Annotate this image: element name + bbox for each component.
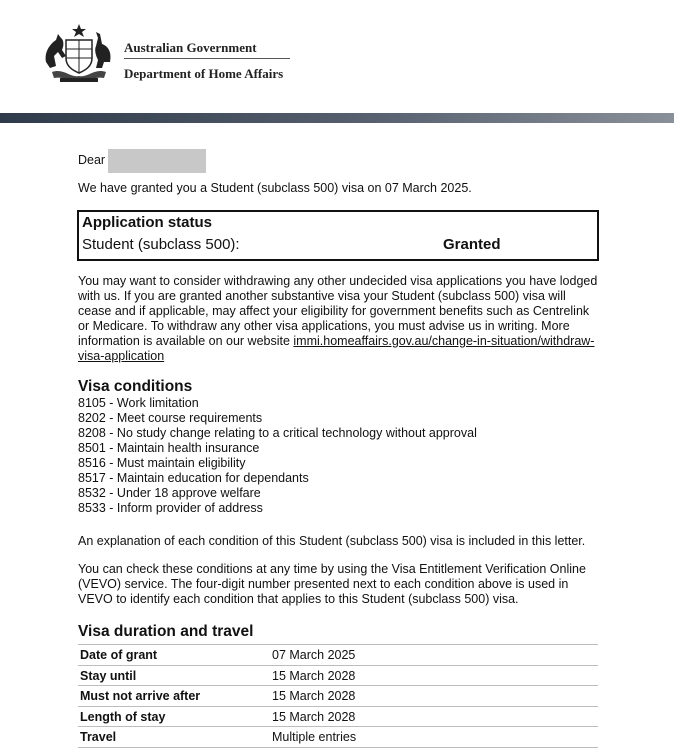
table-row [78, 727, 598, 748]
condition-item: 8208 - No study change relating to a critical technology without approval [78, 426, 477, 440]
government-name: Australian Government [124, 40, 257, 55]
table-row [78, 686, 598, 707]
row-label: Stay until [80, 668, 137, 683]
vevo-paragraph: You can check these conditions at any time by using the Visa Entitlement Verification Online (VEVO) service. The four-digit number presented next to each condition above is used in VEVO to identify each condition that applies to this Student (subclass 500) visa. [78, 562, 586, 606]
condition-item: 8533 - Inform provider of address [78, 501, 263, 515]
status-label: Student (subclass 500): [82, 236, 240, 253]
condition-item: 8516 - Must maintain eligibility [78, 456, 246, 470]
table-row [78, 707, 598, 728]
coat-of-arms-icon [40, 22, 118, 84]
row-label: Length of stay [80, 709, 166, 724]
application-status-box [77, 210, 599, 261]
condition-item: 8532 - Under 18 approve welfare [78, 486, 261, 500]
table-row [78, 666, 598, 687]
row-label: Must not arrive after [80, 689, 201, 703]
status-value: Granted [443, 236, 501, 253]
condition-item: 8517 - Maintain education for dependants [78, 471, 309, 485]
row-value: 15 March 2028 [272, 689, 356, 703]
redacted-name [108, 149, 206, 173]
withdraw-link[interactable]: immi.homeaffairs.gov.au/change-in-situation/withdraw-visa-application [78, 334, 595, 363]
withdraw-text: You may want to consider withdrawing any other undecided visa applications you have lodged with us. If you are granted another substantive visa your Student (subclass 500) visa will cease and if applicable, may affect your eligibility for government benefits such as Centrelink or Medicare. To withdraw any other visa applications, you must advise us in writing. More information is available on our website [78, 274, 598, 348]
letter-body [0, 123, 674, 753]
conditions-list [78, 396, 477, 516]
grant-sentence: We have granted you a Student (subclass 500) visa on 07 March 2025. [78, 181, 472, 195]
salutation: Dear [78, 153, 106, 167]
table-row [78, 644, 598, 666]
department-name: Department of Home Affairs [124, 66, 284, 81]
header-divider [124, 58, 290, 59]
row-value: 15 March 2028 [272, 668, 356, 683]
row-value: 07 March 2025 [272, 648, 356, 662]
status-title: Application status [82, 214, 213, 231]
visa-duration-title: Visa duration and travel [78, 623, 254, 640]
row-value: 15 March 2028 [272, 709, 356, 724]
row-label: Date of grant [80, 648, 158, 662]
withdraw-paragraph [78, 274, 598, 364]
condition-item: 8105 - Work limitation [78, 396, 199, 410]
row-value: Multiple entries [272, 730, 357, 744]
visa-duration-table [78, 644, 598, 748]
header-band [0, 113, 674, 123]
condition-item: 8202 - Meet course requirements [78, 411, 263, 425]
condition-item: 8501 - Maintain health insurance [78, 441, 260, 455]
letterhead [0, 0, 674, 113]
visa-conditions-title: Visa conditions [78, 378, 193, 395]
row-label: Travel [80, 730, 117, 744]
conditions-explanation: An explanation of each condition of this Student (subclass 500) visa is included in this letter. [78, 534, 586, 548]
